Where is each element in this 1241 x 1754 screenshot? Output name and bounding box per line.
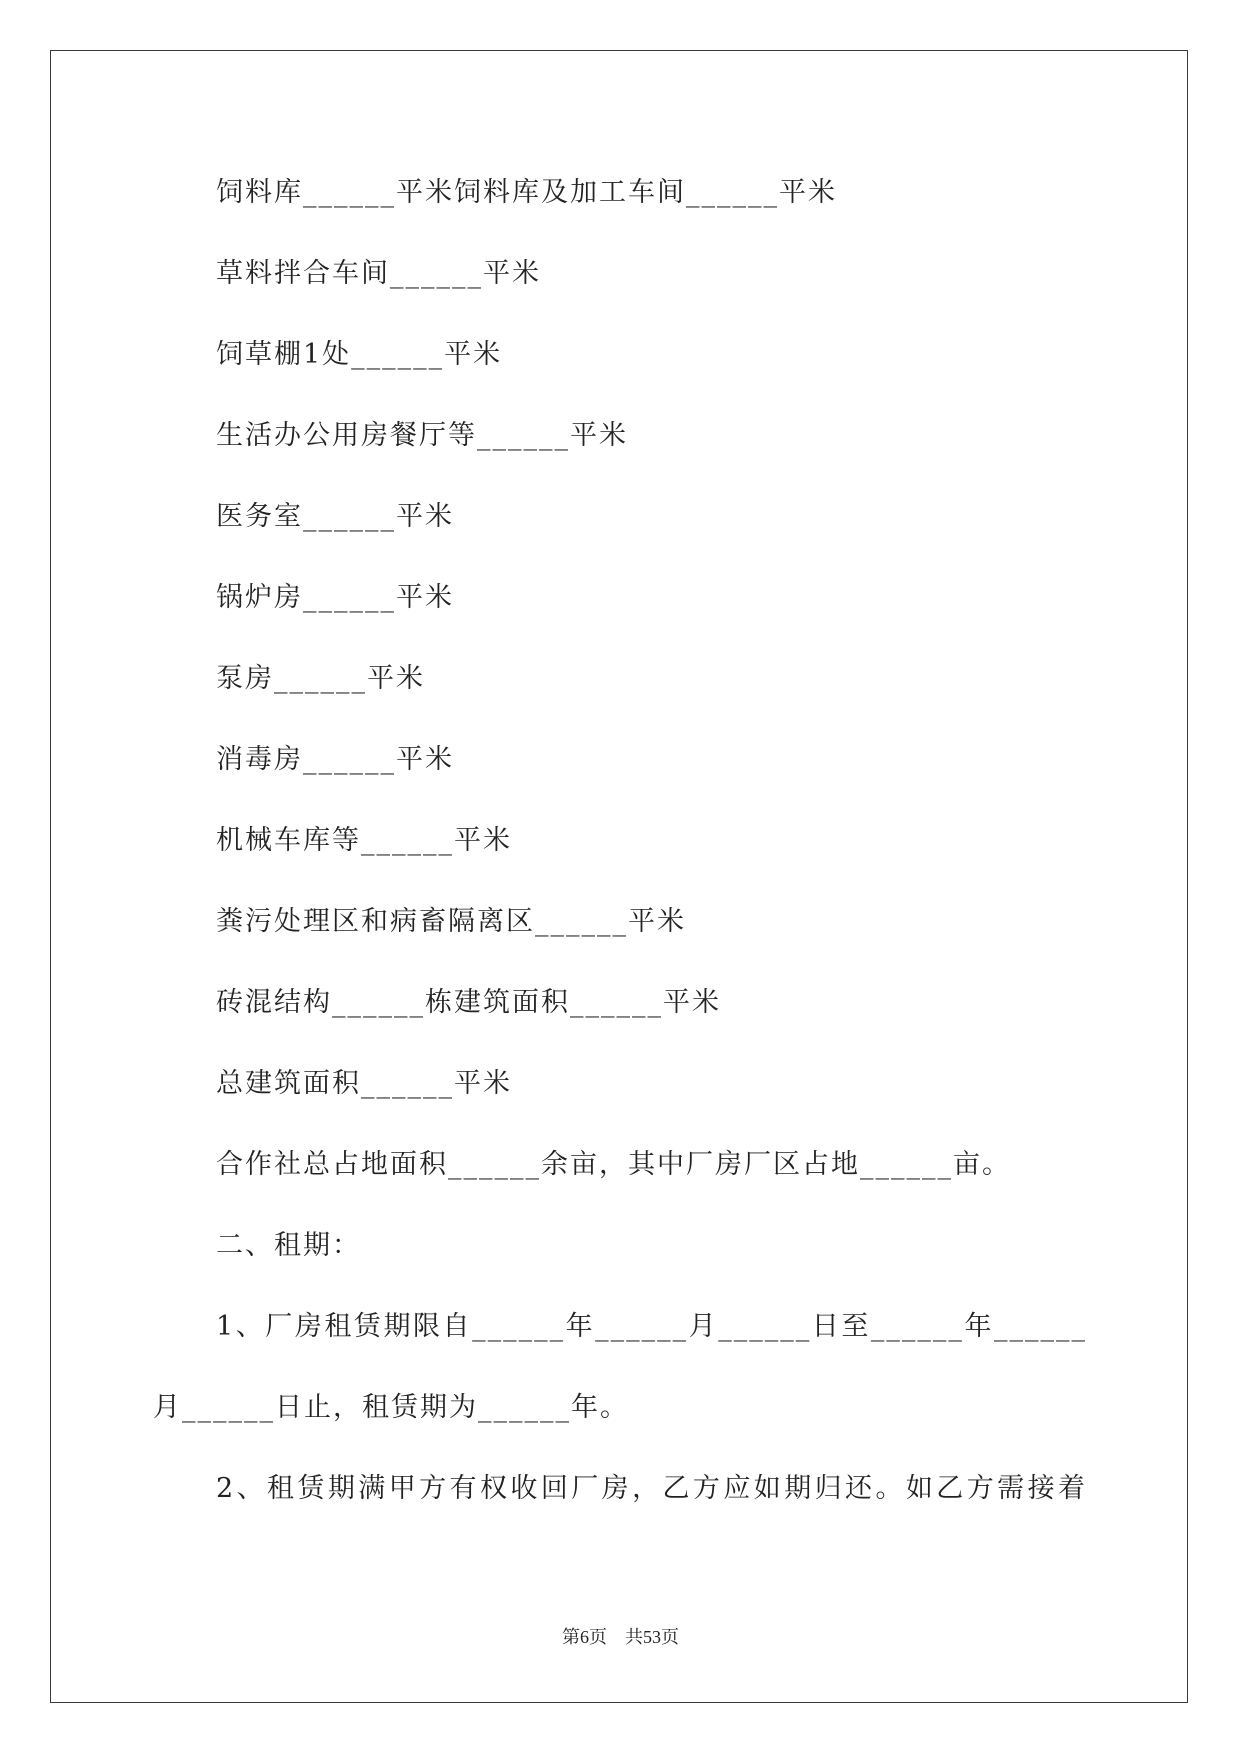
body-line-total-floor-area: 总建筑面积______平米 [216,1068,512,1099]
document-body [153,152,1087,1529]
body-line-disinfection-room: 消毒房______平米 [216,744,454,775]
page-footer [0,1622,1241,1652]
body-line-hay-shed: 饲草棚1处______平米 [216,339,503,370]
body-line-boiler-room: 锅炉房______平米 [216,582,454,613]
total-pages: 共53页 [625,1627,679,1647]
clause-1-line-1: 1、厂房租赁期限自______年______月______日至______年______ [216,1311,1087,1342]
body-line-mixing-workshop: 草料拌合车间______平米 [216,258,541,289]
body-line-manure-isolation: 粪污处理区和病畜隔离区______平米 [216,906,686,937]
body-line-clinic: 医务室______平米 [216,501,454,532]
body-line-pump-room: 泵房______平米 [216,663,425,694]
body-line-machinery-garage: 机械车库等______平米 [216,825,512,856]
body-line-brick-structure: 砖混结构______栋建筑面积______平米 [216,987,721,1018]
body-line-total-land-area: 合作社总占地面积______余亩，其中厂房厂区占地______亩。 [216,1149,1011,1180]
section-heading-lease-term: 二、租期： [216,1230,361,1261]
body-line-feed-storage: 饲料库______平米饲料库及加工车间______平米 [216,177,837,208]
clause-2-line-1: 2、租赁期满甲方有权收回厂房，乙方应如期归还。如乙方需接着 [216,1473,1087,1504]
page-number: 第6页 [562,1627,607,1647]
clause-1-line-2: 月______日止，租赁期为______年。 [153,1392,629,1423]
body-line-office-canteen: 生活办公用房餐厅等______平米 [216,420,628,451]
